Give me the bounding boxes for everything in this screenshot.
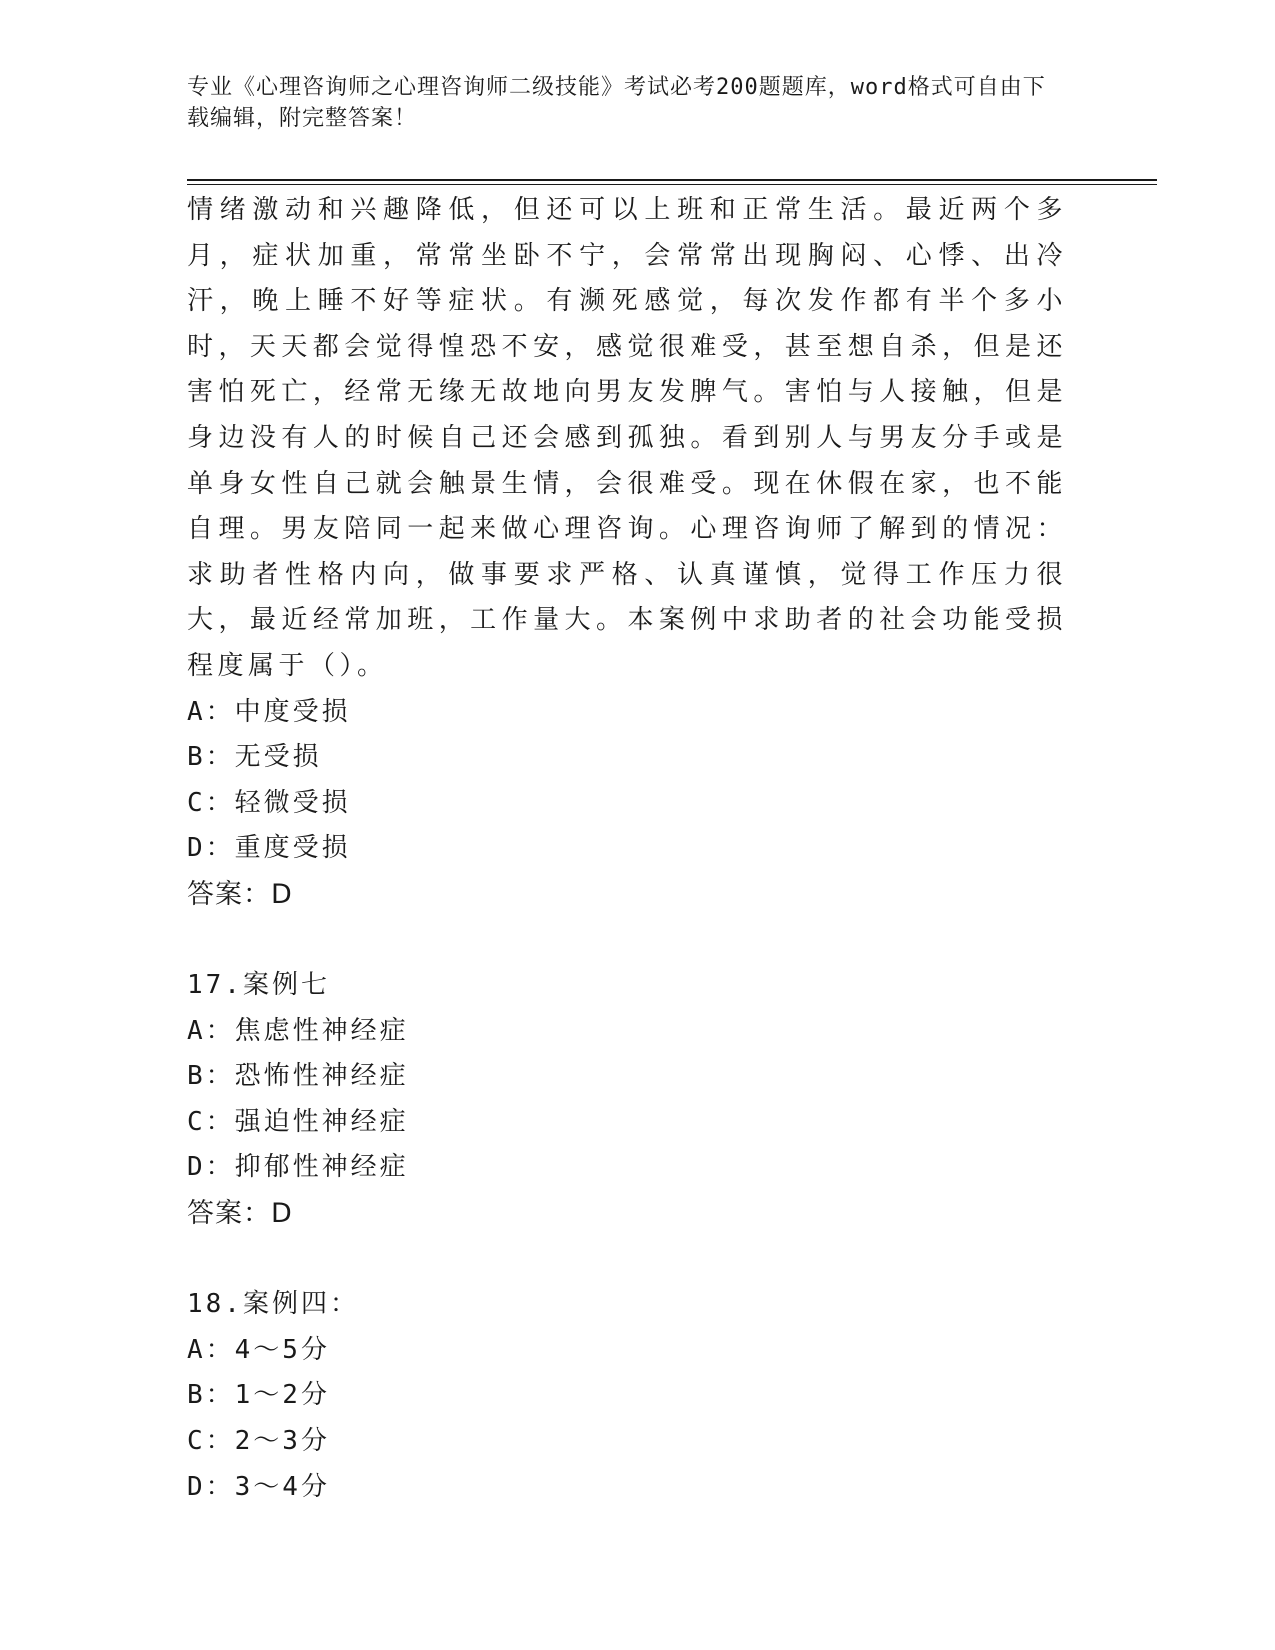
- question-16-answer: 答案：D: [187, 878, 293, 910]
- question-18-option-d: D：3～4分: [187, 1471, 330, 1502]
- question-17-title: 17.案例七: [187, 970, 330, 1001]
- spacer: [187, 1237, 1067, 1283]
- question-16-option-c: C：轻微受损: [187, 787, 351, 818]
- header-divider-thick: [187, 179, 1157, 181]
- question-17-option-d: D：抑郁性神经症: [187, 1152, 409, 1183]
- question-16-stem: 情绪激动和兴趣降低，但还可以上班和正常生活。最近两个多月，症状加重，常常坐卧不宁，会常常出现胸闷、心悸、出冷汗，晚上睡不好等症状。有濒死感觉，每次发作都有半个多小时，天天都会觉得惶恐不安，感觉很难受，甚至想自杀，但是还害怕死亡，经常无缘无故地向男友发脾气。害怕与人接触，但是身边没有人的时候自己还会感到孤独。看到别人与男友分手或是单身女性自己就会触景生情，会很难受。现在休假在家，也不能自理。男友陪同一起来做心理咨询。心理咨询师了解到的情况：求助者性格内向，做事要求严格、认真谨慎，觉得工作压力很大，最近经常加班，工作量大。本案例中求助者的社会功能受损程度属于（）。: [187, 195, 1067, 681]
- header-divider-thin: [187, 184, 1157, 185]
- question-16-option-b: B：无受损: [187, 742, 322, 773]
- question-17-answer: 答案：D: [187, 1198, 293, 1230]
- question-18-option-a: A：4～5分: [187, 1334, 330, 1365]
- spacer: [187, 918, 1067, 964]
- document-header: 专业《心理咨询师之心理咨询师二级技能》考试必考200题题库，word格式可自由下载编辑，附完整答案！: [187, 75, 1046, 131]
- question-17-option-c: C：强迫性神经症: [187, 1106, 409, 1137]
- question-18-title: 18.案例四：: [187, 1289, 359, 1320]
- question-18-option-c: C：2～3分: [187, 1426, 330, 1457]
- question-17-option-a: A：焦虑性神经症: [187, 1015, 409, 1046]
- question-17-option-b: B：恐怖性神经症: [187, 1061, 409, 1092]
- question-18-option-b: B：1～2分: [187, 1380, 330, 1411]
- question-16-option-d: D：重度受损: [187, 833, 351, 864]
- question-16-option-a: A：中度受损: [187, 696, 351, 727]
- document-body: [187, 188, 1067, 1510]
